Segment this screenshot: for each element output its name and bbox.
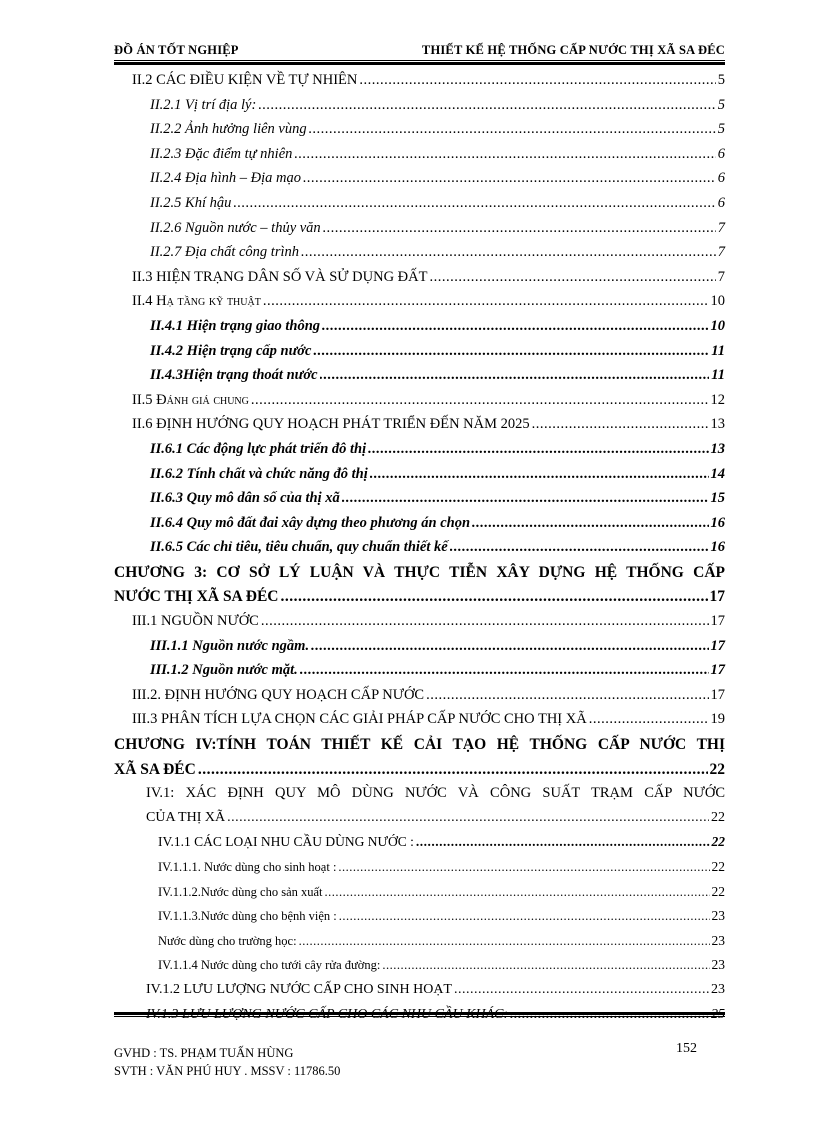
toc-entry[interactable]: II.6 ĐỊNH HƯỚNG QUY HOẠCH PHÁT TRIỂN ĐẾN NĂM 2025 ..... 13 (132, 416, 725, 433)
toc-entry[interactable]: II.5 Đánh giá chung ..... 12 (132, 392, 725, 409)
header-rule (114, 60, 725, 65)
toc-entry[interactable]: II.4.3Hiện trạng thoát nước ..... 11 (150, 367, 725, 384)
footer-rule (114, 1012, 725, 1017)
toc-entry[interactable]: II.6.3 Quy mô dân số của thị xã ..... 15 (150, 490, 725, 507)
toc-entry[interactable]: II.4 Hạ tầng kỹ thuật ..... 10 (132, 293, 725, 310)
toc-entry[interactable]: XÃ SA ĐÉC ..... 22 (114, 761, 725, 779)
toc-entry[interactable]: II.2.4 Địa hình – Địa mạo ..... 6 (150, 170, 725, 187)
toc-entry[interactable]: II.6.1 Các động lực phát triển đô thị ..... 13 (150, 441, 725, 458)
page-number: 152 (676, 1041, 697, 1056)
toc-entry[interactable]: II.3 HIỆN TRẠNG DÂN SỐ VÀ SỬ DỤNG ĐẤT ..... 7 (132, 269, 725, 286)
toc-entry[interactable]: IV.1.2 LƯU LƯỢNG NƯỚC CẤP CHO SINH HOẠT ..... 23 (146, 982, 725, 998)
toc-entry[interactable]: IV.1.1.4 Nước dùng cho tưới cây rửa đường: ..... 23 (158, 957, 725, 973)
toc-entry[interactable]: IV.1.1 CÁC LOẠI NHU CẦU DÙNG NƯỚC : ..... 22 (158, 834, 725, 850)
toc-entry[interactable]: II.2.2 Ảnh hưởng liên vùng ..... 5 (150, 121, 725, 138)
toc-entry[interactable]: II.2.5 Khí hậu ..... 6 (150, 195, 725, 212)
toc-entry[interactable]: IV.1.3 LƯU LƯỢNG NƯỚC CẤP CHO CÁC NHU CẦU KHÁC: ..... 25 (146, 1007, 725, 1023)
toc-entry[interactable]: II.2.3 Đặc điểm tự nhiên ..... 6 (150, 146, 725, 163)
toc-entry[interactable]: III.1 NGUỒN NƯỚC ..... 17 (132, 613, 725, 630)
toc-entry[interactable]: IV.1.1.1. Nước dùng cho sinh hoạt : ..... 22 (158, 859, 725, 875)
toc-entry[interactable]: II.2.6 Nguồn nước – thủy văn ..... 7 (150, 220, 725, 237)
toc-entry[interactable]: NƯỚC THỊ XÃ SA ĐÉC ..... 17 (114, 588, 725, 606)
chapter-4-heading[interactable]: CHƯƠNG IV:TÍNH TOÁN THIẾT KẾ CẢI TẠO HỆ THỐNG CẤP NƯỚC THỊ (114, 736, 725, 754)
toc-entry[interactable]: III.3 PHÂN TÍCH LỰA CHỌN CÁC GIẢI PHÁP CẤP NƯỚC CHO THỊ XÃ ..... 19 (132, 711, 725, 728)
footer-gvhd: GVHD : TS. PHẠM TUẤN HÙNG (114, 1046, 294, 1060)
footer-svth: SVTH : VĂN PHÚ HUY . MSSV : 11786.50 (114, 1064, 341, 1078)
page-header (114, 40, 725, 60)
header-left: ĐỒ ÁN TỐT NGHIỆP (114, 43, 239, 57)
toc-entry[interactable]: II.6.5 Các chỉ tiêu, tiêu chuẩn, quy chuẩn thiết kế ..... 16 (150, 539, 725, 556)
toc-entry[interactable]: III.2. ĐỊNH HƯỚNG QUY HOẠCH CẤP NƯỚC ..... 17 (132, 687, 725, 704)
toc-entry[interactable]: Nước dùng cho trường học: ..... 23 (158, 933, 725, 949)
chapter-3-heading[interactable]: CHƯƠNG 3: CƠ SỞ LÝ LUẬN VÀ THỰC TIỄN XÂY DỰNG HỆ THỐNG CẤP (114, 563, 725, 581)
toc-entry[interactable]: II.2.1 Vị trí địa lý: ..... 5 (150, 97, 725, 114)
toc-entry[interactable]: II.6.2 Tính chất và chức năng đô thị ..... 14 (150, 466, 725, 483)
toc-entry[interactable]: II.4.2 Hiện trạng cấp nước ..... 11 (150, 343, 725, 360)
toc-entry[interactable]: IV.1.1.3.Nước dùng cho bệnh viện : ..... 23 (158, 908, 725, 924)
toc-entry[interactable]: II.6.4 Quy mô đất đai xây dựng theo phương án chọn ..... 16 (150, 515, 725, 532)
section-iv1-heading[interactable]: IV.1: XÁC ĐỊNH QUY MÔ DÙNG NƯỚC VÀ CÔNG SUẤT TRẠM CẤP NƯỚC (146, 785, 725, 802)
toc-entry[interactable]: IV.1.1.2.Nước dùng cho sản xuất ..... 22 (158, 884, 725, 900)
toc-entry[interactable]: II.2.7 Địa chất công trình ..... 7 (150, 244, 725, 261)
toc-entry[interactable]: II.2 CÁC ĐIỀU KIỆN VỀ TỰ NHIÊN ..... 5 (132, 72, 725, 89)
toc-entry[interactable]: II.4.1 Hiện trạng giao thông ..... 10 (150, 318, 725, 335)
header-right: THIẾT KẾ HỆ THỐNG CẤP NƯỚC THỊ XÃ SA ĐÉC (421, 43, 725, 57)
toc-entry[interactable]: III.1.1 Nguồn nước ngầm. ..... 17 (150, 638, 725, 655)
toc-entry[interactable]: CỦA THỊ XÃ ..... 22 (146, 810, 725, 826)
toc-entry[interactable]: III.1.2 Nguồn nước mặt. ..... 17 (150, 662, 725, 679)
table-of-contents (114, 72, 725, 1031)
